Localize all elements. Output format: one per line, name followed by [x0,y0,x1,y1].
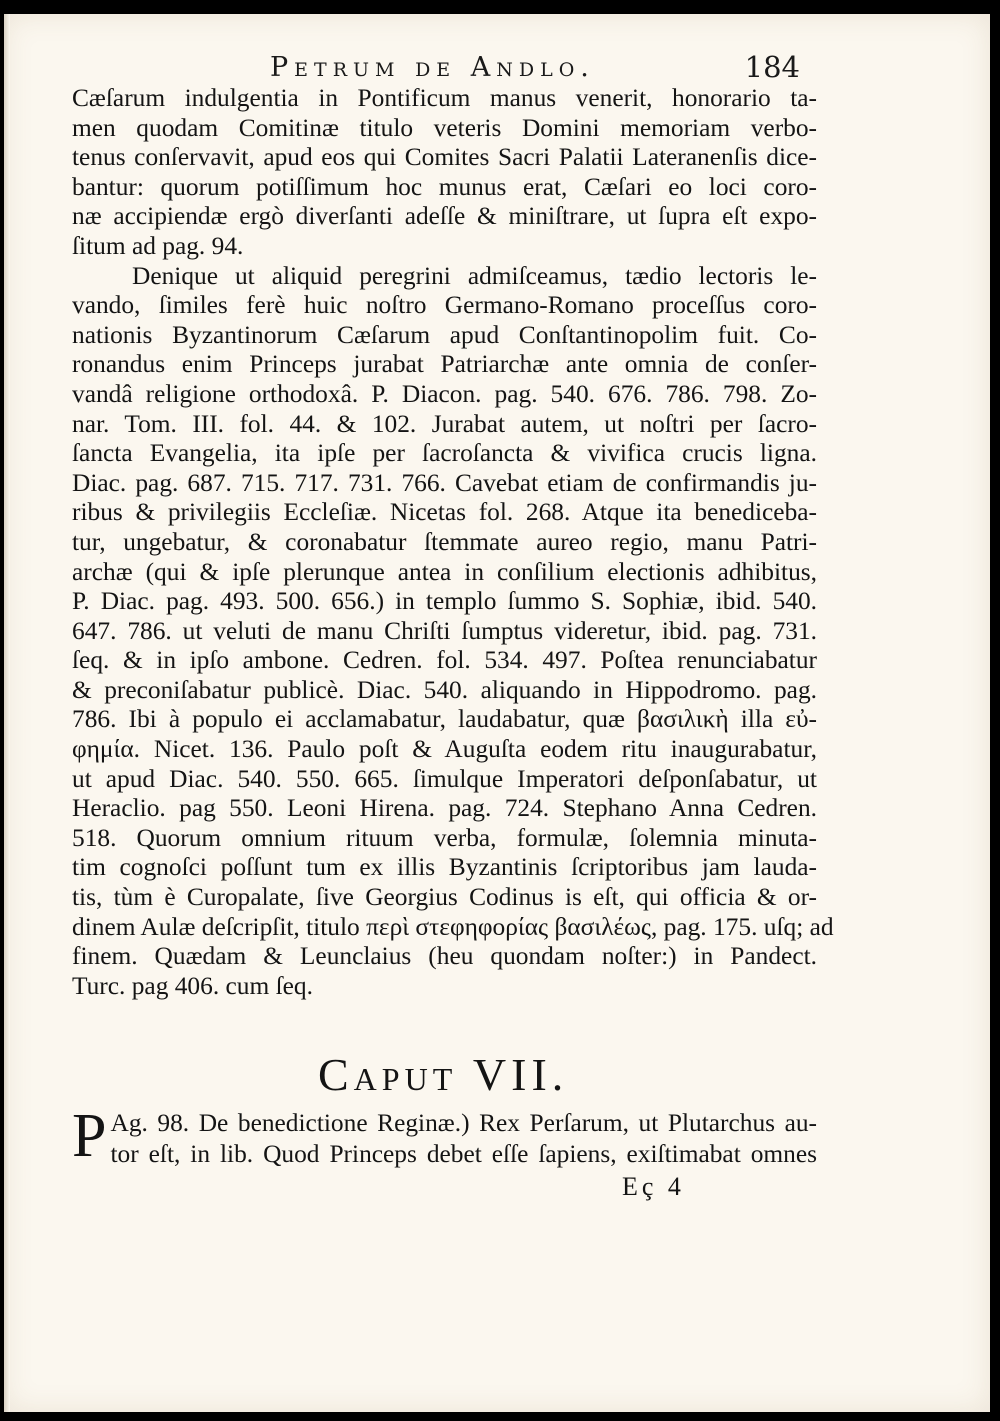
text-line: men quodam Comitinæ titulo veteris Domini memoriam verbo- [72,113,817,142]
running-title: Petrum de Andlo. [270,52,595,83]
text-line: Heraclio. pag 550. Leoni Hirena. pag. 724. Stephano Anna Cedren. [72,794,817,823]
text-line: Cæſarum indulgentia in Pontificum manus venerit, honorario ta- [72,84,817,112]
text-line: nar. Tom. III. fol. 44. & 102. Jurabat autem, ut noſtri per ſacro- [72,409,817,438]
drop-cap: P [72,1102,107,1170]
chapter-text [72,1102,817,1170]
text-line: ronandus enim Princeps jurabat Patriarchæ ante omnia de conſer- [72,350,817,379]
text-line: 518. Quorum omnium rituum verba, formulæ, ſolemnia minuta- [72,823,817,852]
text-line: ſancta Evangelia, ita ipſe per ſacroſancta & vivifica crucis ligna. [72,439,817,468]
text-line: archæ (qui & ipſe plerunque antea in conſilium electionis adhibitus, [72,557,817,586]
text-line: 647. 786. ut veluti de manu Chriſti ſumptus videretur, ibid. pag. 731. [72,616,817,645]
page-number: 184 [744,50,800,84]
text-line: Diac. pag. 687. 715. 717. 731. 766. Cavebat etiam de confirmandis ju- [72,468,817,497]
text-line: nationis Byzantinorum Cæſarum apud Conſtantinopolim fuit. Co- [72,320,817,349]
text-line: tis, tùm è Curopalate, ſive Georgius Codinus is eſt, qui officia & or- [72,883,817,912]
text-line: tur, ungebatur, & coronabatur ſtemmate aureo regio, manu Patri- [72,527,817,556]
text-line: tim cognoſci poſſunt tum ex illis Byzantinis ſcriptoribus jam lauda- [72,853,817,882]
text-line: ſitum ad pag. 94. [72,231,244,260]
body-text [72,84,834,1001]
text-line: næ accipiendæ ergò diverſanti adeſſe & miniſtrare, ut ſupra eſt expo- [72,202,817,231]
text-line: φημία. Nicet. 136. Paulo poſt & Auguſta eodem ritu inaugurabatur, [72,735,817,764]
text-line: tenus conſervavit, apud eos qui Comites Sacri Palatii Lateranenſis dice- [72,143,817,172]
text-line: vandâ religione orthodoxâ. P. Diacon. pag. 540. 676. 786. 798. Zo- [72,379,817,408]
scan-border [0,0,1000,14]
chapter-heading: Caput VII. [318,1049,569,1100]
text-line: P. Diac. pag. 493. 500. 656.) in templo ſummo S. Sophiæ, ibid. 540. [72,587,817,616]
text-line: ſeq. & in ipſo ambone. Cedren. fol. 534. 497. Poſtea renunciabatur [72,646,817,675]
text-line: vando, ſimiles ferè huic noſtro Germano-Romano proceſſus coro- [72,291,817,320]
chapter-line: tor eſt, in lib. Quod Princeps debet eſſe ſapiens, exiſtimabat omnes [110,1140,817,1168]
text-line: Denique ut aliquid peregrini admiſceamus, tædio lectoris le- [132,261,817,290]
chapter-line: Ag. 98. De benedictione Reginæ.) Rex Perſarum, ut Plutarchus au- [110,1109,817,1137]
text-line: Turc. pag 406. cum ſeq. [72,971,313,1000]
text-line: ribus & privilegiis Eccleſiæ. Nicetas fol. 268. Atque ita benediceba- [72,498,817,527]
text-line: & preconiſabatur publicè. Diac. 540. aliquando in Hippodromo. pag. [72,675,817,704]
catchword: Eç 4 [622,1172,685,1201]
binding-edge [4,14,10,1412]
text-line: dinem Aulæ deſcripſit, titulo περὶ στεφηφορίας βασιλέως, pag. 175. uſq; ad [72,912,834,941]
text-line: ut apud Diac. 540. 550. 665. ſimulque Imperatori deſponſabatur, ut [72,764,817,793]
text-line: finem. Quædam & Leunclaius (heu quondam noſter:) in Pandect. [72,942,817,971]
text-line: bantur: quorum potiſſimum hoc munus erat, Cæſari eo loci coro- [72,172,817,201]
running-head [260,48,800,88]
text-line: 786. Ibi à populo ei acclamabatur, laudabatur, quæ βασιλικὴ illa εὐ- [72,705,817,734]
